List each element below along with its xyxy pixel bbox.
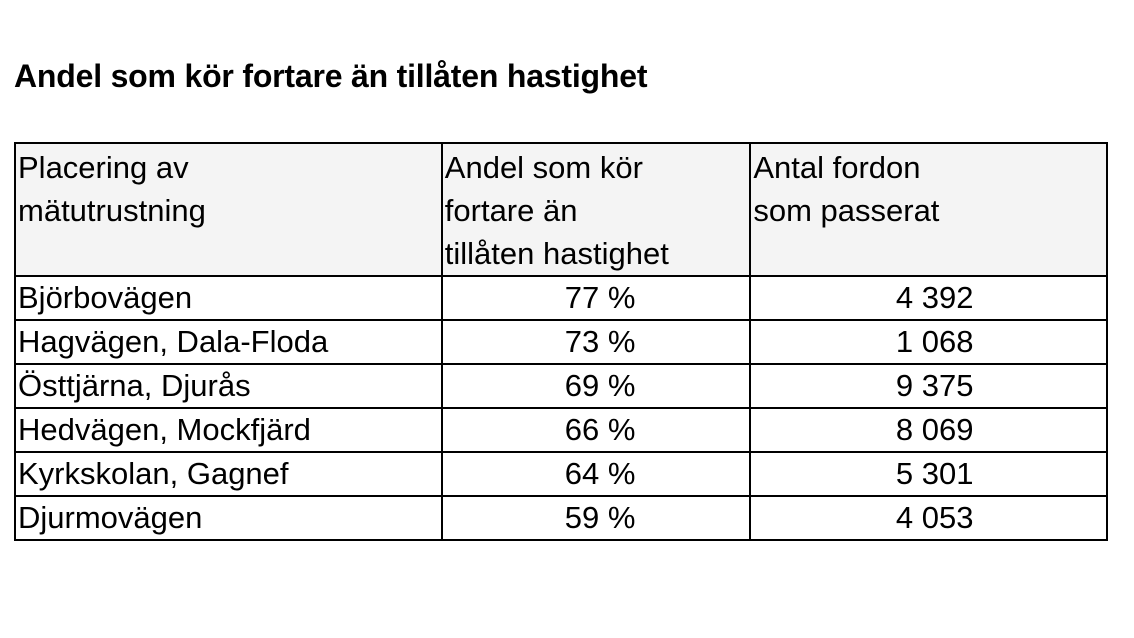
header-share-line: tillåten hastighet (444, 236, 669, 271)
cell-share-value: 64 % (564, 456, 636, 491)
cell-share (442, 452, 751, 496)
cell-share (442, 408, 751, 452)
table-row (15, 364, 1107, 408)
cell-vehicle-count-value: 9 375 (895, 368, 974, 403)
cell-vehicle-count (750, 496, 1107, 540)
header-vehicle-count-line: Antal fordon (753, 150, 921, 185)
cell-placement: Östtjärna, Djurås (15, 364, 442, 408)
cell-share (442, 496, 751, 540)
header-share-line: Andel som kör (444, 150, 643, 185)
cell-share (442, 364, 751, 408)
cell-vehicle-count-value: 5 301 (895, 456, 974, 491)
cell-vehicle-count-value: 4 053 (895, 500, 974, 535)
header-share-line: fortare än (444, 193, 578, 228)
cell-placement: Hagvägen, Dala-Floda (15, 320, 442, 364)
page-title: Andel som kör fortare än tillåten hastighet (14, 58, 648, 94)
cell-vehicle-count (750, 276, 1107, 320)
cell-share-value: 77 % (564, 280, 636, 315)
cell-share-value: 69 % (564, 368, 636, 403)
cell-share (442, 276, 751, 320)
cell-vehicle-count (750, 364, 1107, 408)
cell-vehicle-count (750, 320, 1107, 364)
table-row (15, 276, 1107, 320)
table-header-row (15, 143, 1107, 276)
cell-placement: Hedvägen, Mockfjärd (15, 408, 442, 452)
speed-table (14, 142, 1108, 541)
cell-placement: Kyrkskolan, Gagnef (15, 452, 442, 496)
table-row (15, 408, 1107, 452)
cell-vehicle-count (750, 452, 1107, 496)
header-vehicle-count (750, 143, 1107, 276)
header-share (442, 143, 751, 276)
cell-vehicle-count-value: 8 069 (895, 412, 974, 447)
cell-share-value: 73 % (564, 324, 636, 359)
cell-vehicle-count-value: 1 068 (895, 324, 974, 359)
header-placement-line: Placering av (18, 150, 189, 185)
cell-placement: Björbovägen (15, 276, 442, 320)
table-row (15, 452, 1107, 496)
table-row (15, 320, 1107, 364)
cell-share (442, 320, 751, 364)
header-placement (15, 143, 442, 276)
header-vehicle-count-line: som passerat (753, 193, 940, 228)
cell-share-value: 59 % (564, 500, 636, 535)
cell-placement: Djurmovägen (15, 496, 442, 540)
table-row (15, 496, 1107, 540)
cell-vehicle-count (750, 408, 1107, 452)
cell-vehicle-count-value: 4 392 (895, 280, 974, 315)
cell-share-value: 66 % (564, 412, 636, 447)
header-placement-line: mätutrustning (18, 193, 206, 228)
